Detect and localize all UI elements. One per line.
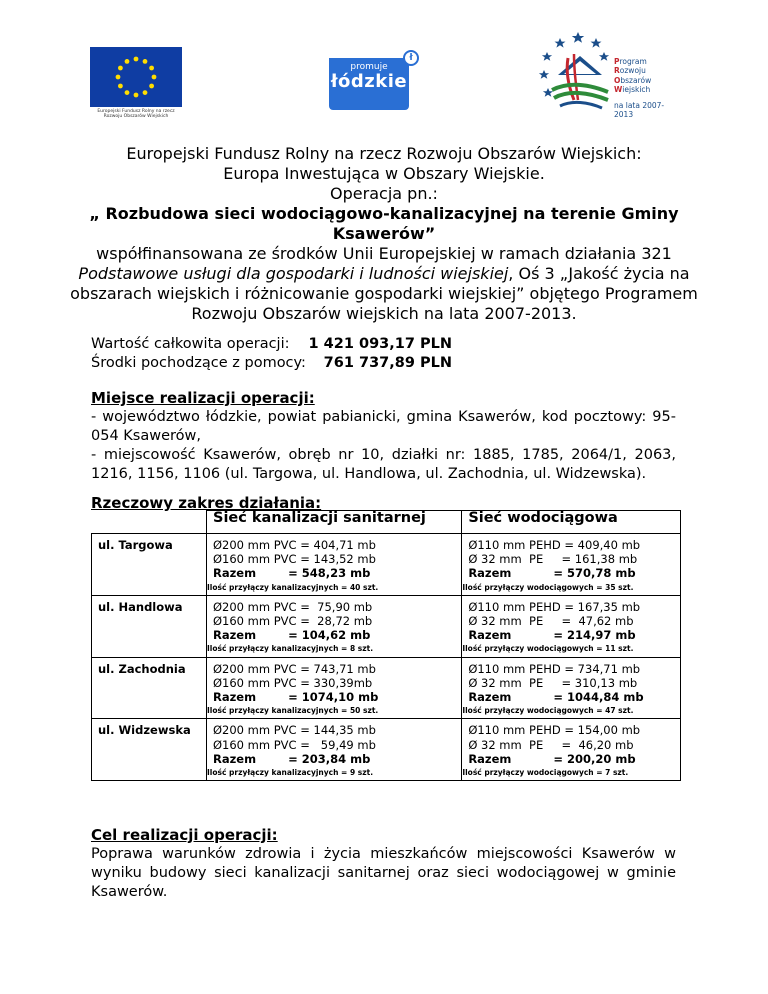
water-calc: Ø110 mm PEHD = 167,35 mb Ø 32 mm PE = 47,62 mb Razem = 214,97 mb [462,595,681,642]
water-connections-count: Ilość przyłączy wodociągowych = 47 szt. [462,704,681,719]
location-heading: Miejsce realizacji operacji: [91,389,315,407]
header-line-2: Europa Inwestująca w Obszary Wiejskie. [223,164,545,183]
lodzkie-small-text: promuje [350,62,388,72]
prow-years: na lata 2007-2013 [614,101,665,119]
lodzkie-big-text: łódzkie [330,71,408,92]
col-header-sewer: Sieć kanalizacji sanitarnej [207,511,462,534]
location-paragraph-1: - województwo łódzkie, powiat pabianicki, gmina Ksawerów, kod pocztowy: 95-054 Ksawerów, [91,409,676,444]
water-connections-count: Ilość przyłączy wodociągowych = 11 szt. [462,642,681,657]
sewer-connections-count: Ilość przyłączy kanalizacyjnych = 50 szt. [207,704,462,719]
operation-title-2: Ksawerów” [332,224,436,243]
aid-value-amount: 761 737,89 PLN [323,355,452,371]
eu-caption: Europejski Fundusz Rolny na rzecz Rozwoju Obszarów Wiejskich [97,109,175,119]
prow-emblem-icon [538,30,618,115]
location-paragraph-2: - miejscowość Ksawerów, obręb nr 10, działki nr: 1885, 1785, 2064/1, 2063, 1216, 1156, 1106 (ul. Targowa, ul. Handlowa, ul. Zachodnia, ul. Widzewska). [91,447,676,482]
eu-logo [90,47,182,121]
document-header [70,144,698,324]
street-name: ul. Targowa [92,534,207,596]
water-connections-count: Ilość przyłączy wodociągowych = 7 szt. [462,766,681,781]
table-row [92,719,681,766]
sewer-connections-count: Ilość przyłączy kanalizacyjnych = 9 szt. [207,766,462,781]
scope-table-header [92,511,681,534]
header-line-1: Europejski Fundusz Rolny na rzecz Rozwoju Obszarów Wiejskich: [126,144,642,163]
header-line-3: Operacja pn.: [330,184,438,203]
sewer-connections-count: Ilość przyłączy kanalizacyjnych = 8 szt. [207,642,462,657]
header-line-5: Podstawowe usługi dla gospodarki i ludności wiejskiej, Oś 3 „Jakość życia na [78,264,690,283]
street-name: ul. Widzewska [92,719,207,781]
lodzkie-badge-icon: ł [403,50,419,66]
eu-flag-icon [90,47,182,107]
lodzkie-logo [329,50,421,110]
sewer-calc: Ø200 mm PVC = 404,71 mb Ø160 mm PVC = 143,52 mb Razem = 548,23 mb [207,534,462,581]
sewer-connections-count: Ilość przyłączy kanalizacyjnych = 40 szt. [207,581,462,596]
street-name: ul. Handlowa [92,595,207,657]
operation-title-1: „ Rozbudowa sieci wodociągowo-kanalizacyjnej na terenie Gminy [89,204,679,223]
prow-text: Program Rozwoju Obszarów Wiejskich [614,57,652,94]
table-row [92,534,681,581]
goal-heading: Cel realizacji operacji: [91,826,278,844]
goal-paragraph: Poprawa warunków zdrowia i życia mieszkańców miejscowości Ksawerów w wyniku budowy sieci kanalizacji sanitarnej oraz sieci wodociągowej w gminie Ksawerów. [91,846,676,900]
total-value-amount: 1 421 093,17 PLN [308,336,452,352]
water-calc: Ø110 mm PEHD = 734,71 mb Ø 32 mm PE = 310,13 mb Razem = 1044,84 mb [462,657,681,704]
sewer-calc: Ø200 mm PVC = 75,90 mb Ø160 mm PVC = 28,72 mb Razem = 104,62 mb [207,595,462,642]
scope-table [91,510,681,781]
aid-value-label: Środki pochodzące z pomocy: [91,355,306,371]
header-line-6: obszarach wiejskich i różnicowanie gospodarki wiejskiej” objętego Programem [70,284,698,303]
total-value-label: Wartość całkowita operacji: [91,336,290,352]
sewer-calc: Ø200 mm PVC = 743,71 mb Ø160 mm PVC = 330,39mb Razem = 1074,10 mb [207,657,462,704]
header-line-4: współfinansowana ze środków Unii Europejskiej w ramach działania 321 [96,244,672,263]
prow-logo [538,30,683,119]
eu-stars-icon [90,47,182,107]
water-calc: Ø110 mm PEHD = 154,00 mb Ø 32 mm PE = 46,20 mb Razem = 200,20 mb [462,719,681,766]
lodzkie-box [329,58,409,110]
street-name: ul. Zachodnia [92,657,207,719]
col-header-water: Sieć wodociągowa [462,511,681,534]
sewer-calc: Ø200 mm PVC = 144,35 mb Ø160 mm PVC = 59,49 mb Razem = 203,84 mb [207,719,462,766]
table-row [92,657,681,704]
water-calc: Ø110 mm PEHD = 409,40 mb Ø 32 mm PE = 161,38 mb Razem = 570,78 mb [462,534,681,581]
scope-heading: Rzeczowy zakres działania: [91,494,322,512]
header-line-7: Rozwoju Obszarów wiejskich na lata 2007-2013. [191,304,577,323]
table-row [92,595,681,642]
water-connections-count: Ilość przyłączy wodociągowych = 35 szt. [462,581,681,596]
